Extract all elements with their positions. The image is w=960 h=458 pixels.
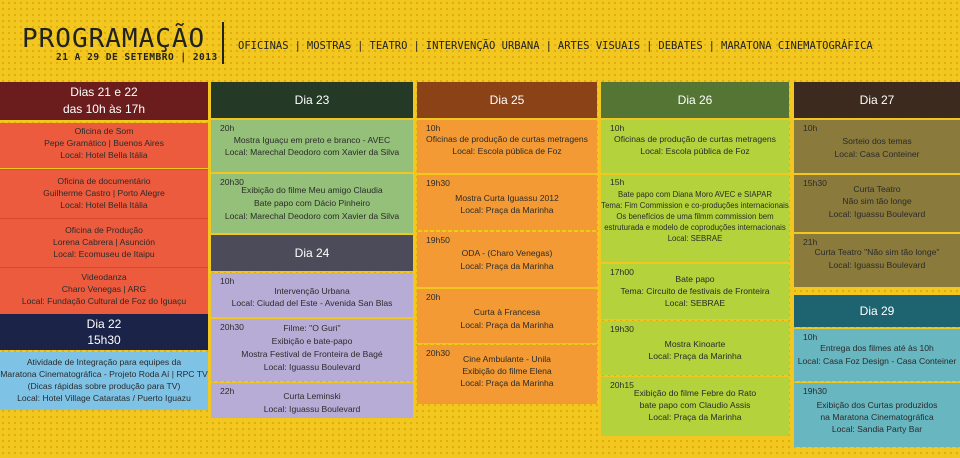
event-line: Local: Praça da Marinha (460, 205, 554, 215)
event-time: 20h30 (220, 322, 244, 332)
event-mostra-curta-iguassu[interactable] (417, 175, 597, 230)
event-time: 19h30 (426, 178, 450, 188)
column-day-25 (417, 82, 597, 458)
event-line: Oficina de documentário (57, 176, 151, 186)
event-line: Local: Iguassu Boulevard (828, 209, 926, 219)
event-time: 21h (803, 237, 818, 247)
event-line: Curta Teatro (853, 184, 901, 194)
page-title: PROGRAMAÇÃO (22, 24, 206, 54)
nav-mostras[interactable]: MOSTRAS (306, 40, 352, 52)
day-header-26: Dia 26 (601, 82, 789, 118)
event-atividade-integracao[interactable] (0, 352, 208, 410)
event-line: Local: Hotel Village Cataratas / Puerto Iguazu (17, 393, 191, 403)
nav-divider: | (708, 40, 715, 52)
event-line: Bate papo com Dácio Pinheiro (253, 198, 371, 208)
column-days-27-29 (794, 82, 960, 458)
event-line: Tema: Fim Commission e co-produções internacionais (601, 201, 789, 210)
event-filme-o-guri[interactable] (211, 319, 413, 381)
event-line: Local: Praça da Marinha (648, 412, 742, 422)
event-line: Local: Ecomuseu de Itaipu (53, 249, 155, 259)
event-line: Local: Iguassu Boulevard (828, 260, 926, 270)
day-header-line: das 10h às 17h (62, 102, 146, 116)
event-line: Local: Ciudad del Este - Avenida San Blas (231, 298, 393, 308)
category-nav (238, 40, 873, 52)
column-days-21-22 (0, 82, 208, 458)
event-videodanza[interactable] (0, 267, 208, 314)
event-line: Curta à Francesa (473, 307, 541, 317)
event-line: Mostra Festival de Fronteira de Bagé (241, 349, 383, 359)
event-line: Curta Teatro "Não sim tão longe" (814, 247, 940, 257)
event-oficina-documentario[interactable] (0, 169, 208, 218)
day-header-22 (0, 314, 208, 350)
nav-divider: | (413, 40, 420, 52)
event-line: Local: Iguassu Boulevard (263, 404, 361, 414)
event-cine-ambulante[interactable] (417, 345, 597, 404)
event-line: Mostra Curta Iguassu 2012 (455, 193, 559, 203)
event-time: 20h30 (220, 177, 244, 187)
event-time: 10h (803, 123, 818, 133)
nav-teatro[interactable]: TEATRO (369, 40, 408, 52)
event-time: 10h (610, 123, 625, 133)
day-header-24: Dia 24 (211, 235, 413, 271)
day-header-21-22 (0, 82, 208, 120)
event-line: Exibição e bate-papo (271, 336, 353, 346)
event-exibicao-curtas[interactable] (794, 383, 960, 447)
event-time: 15h30 (803, 178, 827, 188)
event-curta-a-francesa[interactable] (417, 289, 597, 343)
event-mostra-iguacu[interactable] (211, 120, 413, 172)
event-line: Exibição dos Curtas produzidos (816, 400, 938, 410)
event-line: Exibição do filme Meu amigo Claudia (241, 185, 383, 195)
event-line: Bate papo com Diana Moro AVEC e SIAPAR (618, 190, 772, 199)
event-time: 20h (426, 292, 441, 302)
event-line: Mostra Iguaçu em preto e branco - AVEC (233, 135, 391, 145)
day-header-line: 15h30 (87, 333, 121, 347)
event-line: Local: Sandia Party Bar (831, 424, 923, 434)
event-line: bate papo com Claudio Assis (639, 400, 751, 410)
event-time: 10h (803, 332, 818, 342)
event-oficinas-curtas-25[interactable] (417, 120, 597, 173)
nav-maratona[interactable]: MARATONA CINEMATOGRÁFICA (721, 40, 873, 52)
event-line: Maratona Cinematográfica - Projeto Roda Aí | RPC TV (0, 369, 208, 379)
event-line: Entrega dos filmes até às 10h (820, 343, 934, 353)
event-line: Local: Hotel Bella Itália (60, 150, 148, 160)
event-line: Local: Casa Foz Design - Casa Conteiner (797, 356, 957, 366)
day-header-25: Dia 25 (417, 82, 597, 118)
event-line: Oficinas de produção de curtas metragens (426, 134, 588, 144)
event-time: 15h (610, 177, 625, 187)
event-time: 10h (426, 123, 441, 133)
event-line: Exibição do filme Elena (462, 366, 552, 376)
event-meu-amigo-claudia[interactable] (211, 174, 413, 233)
event-line: Local: Marechal Deodoro com Xavier da Silva (224, 211, 400, 221)
event-line: estruturada e modelo de coproduções internacionais (604, 223, 786, 232)
event-line: Local: Hotel Bella Itália (60, 200, 148, 210)
day-header-23: Dia 23 (211, 82, 413, 118)
event-line: Os benefícios de uma filmm commission bem (616, 212, 774, 221)
nav-debates[interactable]: DEBATES (658, 40, 703, 52)
event-time: 19h30 (803, 386, 827, 396)
event-time: 19h30 (610, 324, 634, 334)
event-line: Mostra Kinoarte (664, 339, 726, 349)
event-line: ODA - (Charo Venegas) (461, 248, 553, 258)
event-dates: 21 A 29 DE SETEMBRO | 2013 (56, 52, 218, 63)
day-header-29: Dia 29 (794, 295, 960, 327)
event-time: 22h (220, 386, 235, 396)
nav-divider: | (545, 40, 552, 52)
event-oficina-producao[interactable] (0, 218, 208, 267)
nav-artes-visuais[interactable]: ARTES VISUAIS (557, 40, 641, 52)
nav-oficinas[interactable]: OFICINAS (238, 40, 289, 52)
header-separator (222, 22, 224, 64)
column-day-26 (601, 82, 789, 458)
event-curta-teatro-21h[interactable] (794, 234, 960, 287)
nav-divider: | (294, 40, 301, 52)
event-bate-papo-festivais[interactable] (601, 264, 789, 319)
event-line: Tema: Circuito de festivais de Fronteira (620, 286, 770, 296)
event-intervencao-urbana[interactable] (211, 273, 413, 317)
event-line: Local: SEBRAE (664, 298, 726, 308)
event-line: Local: Praça da Marinha (460, 378, 554, 388)
event-line: Cine Ambulante - Unila (463, 354, 551, 364)
event-line: Local: Marechal Deodoro com Xavier da Silva (224, 147, 400, 157)
event-line: Exibição do filme Febre do Rato (633, 388, 757, 398)
event-curta-leminski[interactable] (211, 383, 413, 418)
event-line: Não sim tão longe (842, 196, 912, 206)
event-oficinas-curtas-26[interactable] (601, 120, 789, 173)
day-header-line: Dia 22 (86, 317, 122, 331)
event-line: Local: Iguassu Boulevard (263, 362, 361, 372)
event-line: Oficinas de produção de curtas metragens (614, 134, 776, 144)
day-header-27: Dia 27 (794, 82, 960, 118)
event-line: Local: Praça da Marinha (648, 351, 742, 361)
event-line: Charo Venegas | ARG (61, 284, 147, 294)
event-line: Local: Casa Conteiner (834, 149, 920, 159)
event-line: Videodanza (81, 272, 127, 282)
event-line: Pepe Gramático | Buenos Aires (44, 138, 164, 148)
event-time: 19h50 (426, 235, 450, 245)
event-line: Sorteio dos temas (842, 136, 912, 146)
event-line: Curta Leminski (283, 391, 341, 401)
day-header-line: Dias 21 e 22 (70, 85, 138, 99)
event-line: Local: Escola pública de Foz (452, 146, 562, 156)
event-line: Intervenção Urbana (274, 286, 350, 296)
event-oficina-som[interactable] (0, 123, 208, 168)
column-days-23-24 (211, 82, 413, 458)
event-sorteio-temas[interactable] (794, 120, 960, 173)
event-line: na Maratona Cinematográfica (820, 412, 934, 422)
event-mostra-kinoarte[interactable] (601, 321, 789, 375)
event-febre-do-rato[interactable] (601, 377, 789, 436)
event-line: Local: Praça da Marinha (460, 320, 554, 330)
event-line: Lorena Cabrera | Asunción (52, 237, 156, 247)
event-line: Filme: "O Guri" (283, 323, 341, 333)
nav-intervencao[interactable]: INTERVENÇÃO URBANA (425, 40, 540, 52)
event-time: 10h (220, 276, 235, 286)
event-line: (Dicas rápidas sobre produção para TV) (27, 381, 181, 391)
event-line: Local: Praça da Marinha (460, 261, 554, 271)
event-line: Local: Escola pública de Foz (640, 146, 750, 156)
event-curta-teatro[interactable] (794, 175, 960, 232)
event-line: Local: Fundação Cultural de Foz do Iguaçu (21, 296, 187, 306)
event-time: 20h (220, 123, 235, 133)
event-time: 20h15 (610, 380, 634, 390)
nav-divider: | (646, 40, 653, 52)
event-entrega-filmes[interactable] (794, 329, 960, 381)
event-line: Atividade de Integração para equipes da (26, 357, 182, 367)
event-time: 17h00 (610, 267, 634, 277)
event-line: Oficina de Som (74, 126, 134, 136)
event-time: 20h30 (426, 348, 450, 358)
event-line: Bate papo (675, 274, 715, 284)
event-bate-papo-diana-moro[interactable] (601, 175, 789, 262)
event-line: Local: SEBRAE (667, 234, 723, 243)
event-oda-charo-venegas[interactable] (417, 232, 597, 287)
event-line: Guilherme Castro | Porto Alegre (43, 188, 165, 198)
nav-divider: | (357, 40, 364, 52)
event-line: Oficina de Produção (65, 225, 143, 235)
